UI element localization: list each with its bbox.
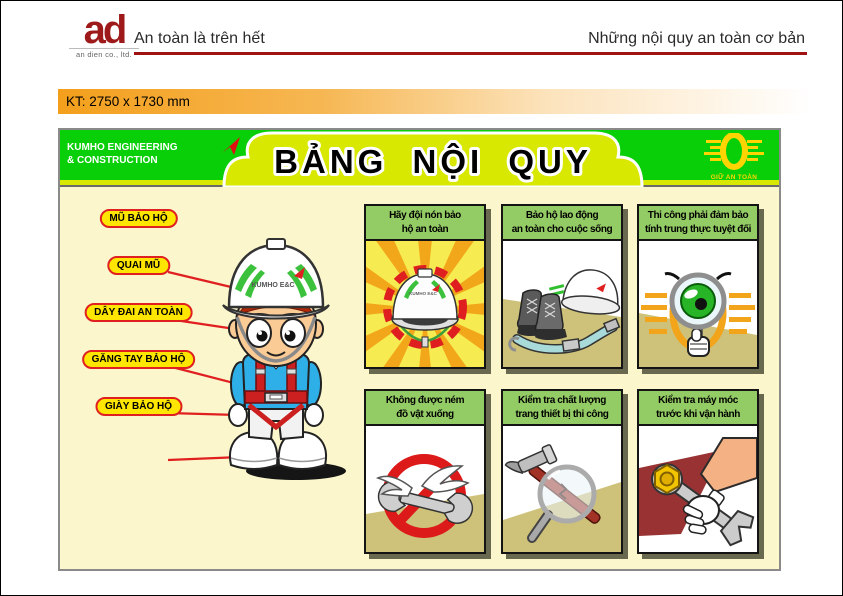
board-title-plate — [202, 131, 664, 187]
kumho-arrow-icon — [220, 135, 244, 157]
wrench-tighten-nut-icon — [639, 426, 757, 552]
vigilant-eye-magnifier-icon — [639, 241, 757, 367]
panel-title — [639, 206, 757, 241]
safety-worker-character — [191, 229, 356, 481]
character-helmet-text: KUMHO E&C — [251, 282, 295, 289]
company-line2: & CONSTRUCTION — [67, 155, 158, 166]
panel-title-line1: Thi công phải đảm bảo — [647, 210, 749, 221]
zero-accident-icon — [703, 133, 765, 171]
logo-caption: an dien co., ltd. — [69, 48, 139, 59]
panel-title-line2: đồ vật xuống — [396, 408, 454, 420]
label-safety-helmet: MŨ BẢO HỘ — [99, 209, 177, 228]
kumho-company-name — [67, 141, 178, 167]
size-label-bar — [58, 89, 812, 114]
label-safety-gloves: GĂNG TAY BẢO HỘ — [82, 350, 196, 369]
board-title: BẢNG NỘI QUY — [274, 143, 592, 180]
slogan-right: Những nội quy an toàn cơ bản — [588, 30, 805, 47]
panel-honesty-inspection — [637, 204, 759, 369]
panel-title-line2: trước khi vận hành — [656, 408, 740, 420]
panel-title-line1: Kiểm tra máy móc — [658, 395, 738, 406]
company-logo — [69, 9, 139, 59]
panel-title — [639, 391, 757, 426]
company-line1: KUMHO ENGINEERING — [67, 142, 178, 153]
panel-title-line1: Không được ném — [385, 395, 465, 406]
label-safety-shoes: GIÀY BẢO HỘ — [95, 397, 182, 416]
slogan-left: An toàn là trên hết — [134, 30, 265, 47]
label-chin-strap: QUAI MŨ — [107, 256, 170, 275]
panel-title-line1: Kiểm tra chất lượng — [518, 395, 606, 406]
inspect-cracked-hammer-icon — [503, 426, 621, 552]
logo-text: ad — [83, 8, 125, 52]
panel-ppe-for-life — [501, 204, 623, 369]
safety-rules-board — [58, 128, 781, 571]
label-safety-belt: DÂY ĐAI AN TOÀN — [84, 303, 193, 322]
panel-check-equipment-quality — [501, 389, 623, 554]
panel-title-line1: Bảo hộ lao động — [525, 210, 599, 221]
badge-label: GIỮ AN TOÀN — [710, 174, 758, 181]
ppe-equipment-icon — [503, 241, 621, 367]
panel-title-line1: Hãy đội nón bảo — [389, 210, 461, 221]
panel-title-line2: trang thiết bị thi công — [515, 408, 609, 420]
panel-title-line2: tính trung thực tuyệt đối — [644, 223, 752, 235]
panel-title — [503, 391, 621, 426]
svg-text:KUMHO E&C: KUMHO E&C — [409, 291, 437, 296]
zero-accident-badge — [699, 133, 769, 181]
title-cloud-shape — [202, 131, 664, 187]
size-label: KT: 2750 x 1730 mm — [66, 94, 190, 109]
panel-title-line2: hộ an toàn — [401, 223, 449, 235]
panel-title — [503, 206, 621, 241]
header-rule — [134, 52, 807, 55]
panel-check-machinery — [637, 389, 759, 554]
panel-title-line2: an toàn cho cuộc sống — [511, 223, 613, 235]
